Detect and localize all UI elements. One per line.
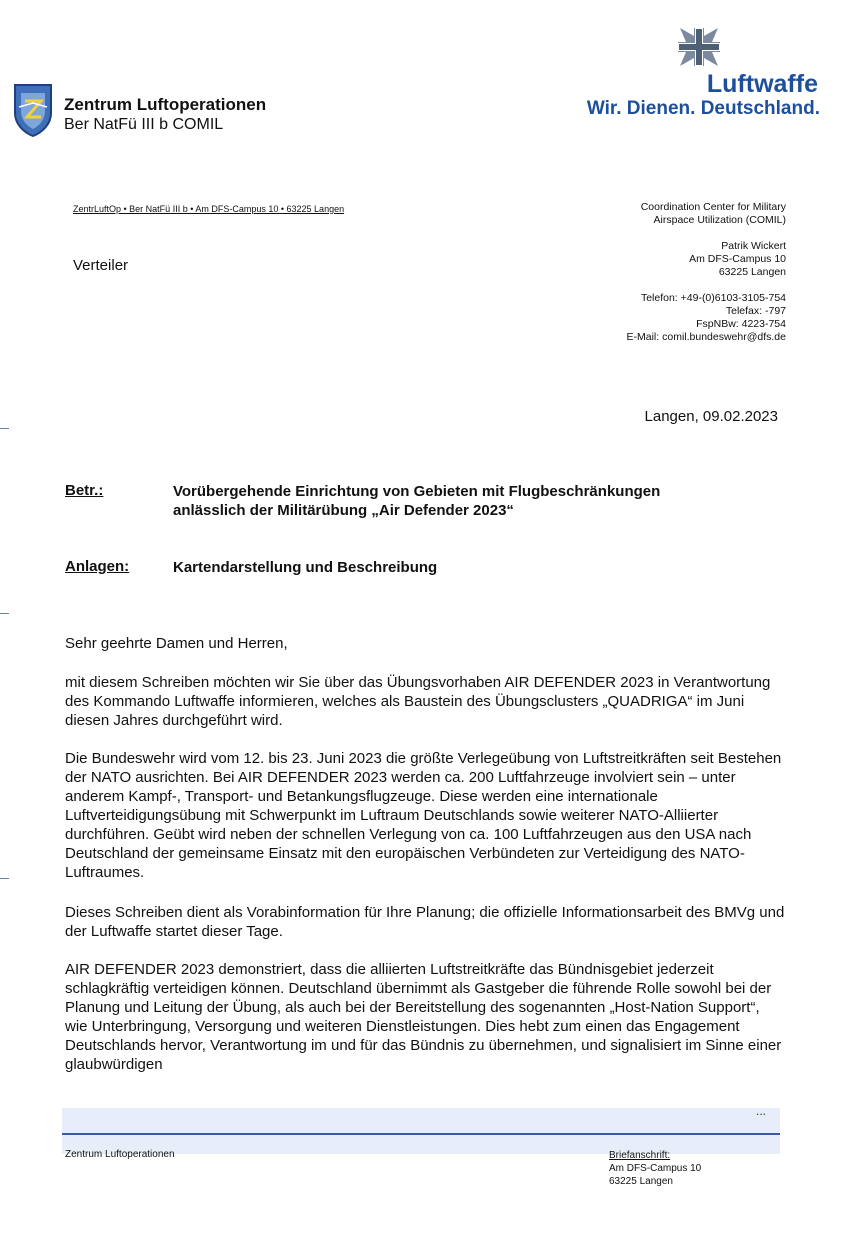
footer-postal-address — [609, 1149, 701, 1188]
subject-line: anlässlich der Militärübung „Air Defender 2023“ — [173, 502, 514, 519]
contact-line: Coordination Center for Military — [640, 201, 786, 213]
contact-numbers — [540, 292, 786, 344]
sender-return-line: ZentrLuftOp • Ber NatFü III b • Am DFS-Campus 10 • 63225 Langen — [73, 204, 345, 214]
letter-date: Langen, 09.02.2023 — [644, 408, 778, 425]
contact-line: Airspace Utilization (COMIL) — [653, 214, 786, 226]
contact-line: Patrik Wickert — [721, 240, 786, 252]
unit-crest-logo — [13, 83, 53, 137]
recipient: Verteiler — [73, 257, 129, 274]
body-paragraph: mit diesem Schreiben möchten wir Sie über das Übungsvorhaben AIR DEFENDER 2023 in Verantwortung des Kommando Luftwaffe informieren, welches als Baustein des Übungsclusters „QUADRIGA“ im Juni diesen Jahres durchgeführt wird. — [65, 674, 771, 729]
footer-address-heading: Briefanschrift: — [609, 1150, 671, 1161]
body-paragraph: Die Bundeswehr wird vom 12. bis 23. Juni 2023 die größte Verlegeübung von Luftstreitkräften seit Bestehen der NATO ausrichten. Bei AIR DEFENDER 2023 werden ca. 200 Luftfahrzeuge involviert sein – unter anderem Kampf-, Transport- und Betankungsflugzeuge. Diese werden eine internationale Luftverteidigungsübung mit Schwerpunkt im Luftraum Deutschlands sowie weiterer NATO-Alliierter durchführen. Geübt wird neben der schnellen Verlegung von ca. 100 Luftfahrzeugen aus den USA nach Deutschland der gemeinsame Einsatz mit den europäischen Verbündeten zur Verteidigung des NATO-Luftraumes. — [65, 750, 782, 881]
fold-mark — [0, 878, 9, 879]
fold-mark — [0, 428, 9, 429]
more-icon[interactable]: ... — [756, 1104, 767, 1118]
body-paragraph: AIR DEFENDER 2023 demonstriert, dass die alliierten Luftstreitkräfte das Bündnisgebiet jederzeit schlagkräftig verteidigen können. Deutschland übernimmt als Gastgeber die führende Rolle sowohl bei der Planung und Leitung der Übung, als auch bei der Bereitstellung des sogenannten „Host-Nation Support“, wie Unterbringung, Versorgung und weiteren Dienstleistungen. Dies hebt zum einen das Engagement Deutschlands hervor, Verantwortung im und für das Bündnis zu übernehmen, und signalisiert im Sinne einer glaubwürdigen — [65, 961, 782, 1073]
contact-line: Telefax: -797 — [725, 305, 786, 317]
contact-line: FspNBw: 4223-754 — [696, 318, 786, 330]
contact-line: Am DFS-Campus 10 — [689, 253, 786, 265]
contact-person — [540, 240, 786, 279]
brand-title: Luftwaffe — [706, 70, 818, 98]
contact-department — [540, 201, 786, 227]
brand-slogan: Wir. Dienen. Deutschland. — [586, 98, 820, 119]
salutation: Sehr geehrte Damen und Herren, — [65, 635, 288, 652]
attachments-label: Anlagen: — [65, 558, 130, 575]
attachments-text: Kartendarstellung und Beschreibung — [173, 559, 438, 576]
footer-address-line: 63225 Langen — [609, 1176, 673, 1187]
subject-label: Betr.: — [65, 482, 104, 499]
org-unit: Ber NatFü III b COMIL — [64, 116, 224, 133]
body-paragraph: Dieses Schreiben dient als Vorabinformation für Ihre Planung; die offizielle Informationsarbeit des BMVg und der Luftwaffe startet dieser Tage. — [65, 904, 785, 940]
footer-band — [62, 1108, 780, 1154]
footer-address-line: Am DFS-Campus 10 — [609, 1163, 702, 1174]
subject-line: Vorübergehende Einrichtung von Gebieten mit Flugbeschränkungen — [173, 483, 661, 500]
footer-divider — [62, 1133, 780, 1135]
contact-line: 63225 Langen — [718, 266, 786, 278]
fold-mark — [0, 613, 9, 614]
org-name: Zentrum Luftoperationen — [64, 95, 267, 114]
contact-email: E-Mail: comil.bundeswehr@dfs.de — [626, 331, 786, 343]
subject-text — [173, 482, 660, 520]
footer-org-name: Zentrum Luftoperationen — [65, 1149, 175, 1160]
iron-cross-icon — [676, 26, 722, 68]
contact-line: Telefon: +49-(0)6103-3105-754 — [640, 292, 786, 304]
